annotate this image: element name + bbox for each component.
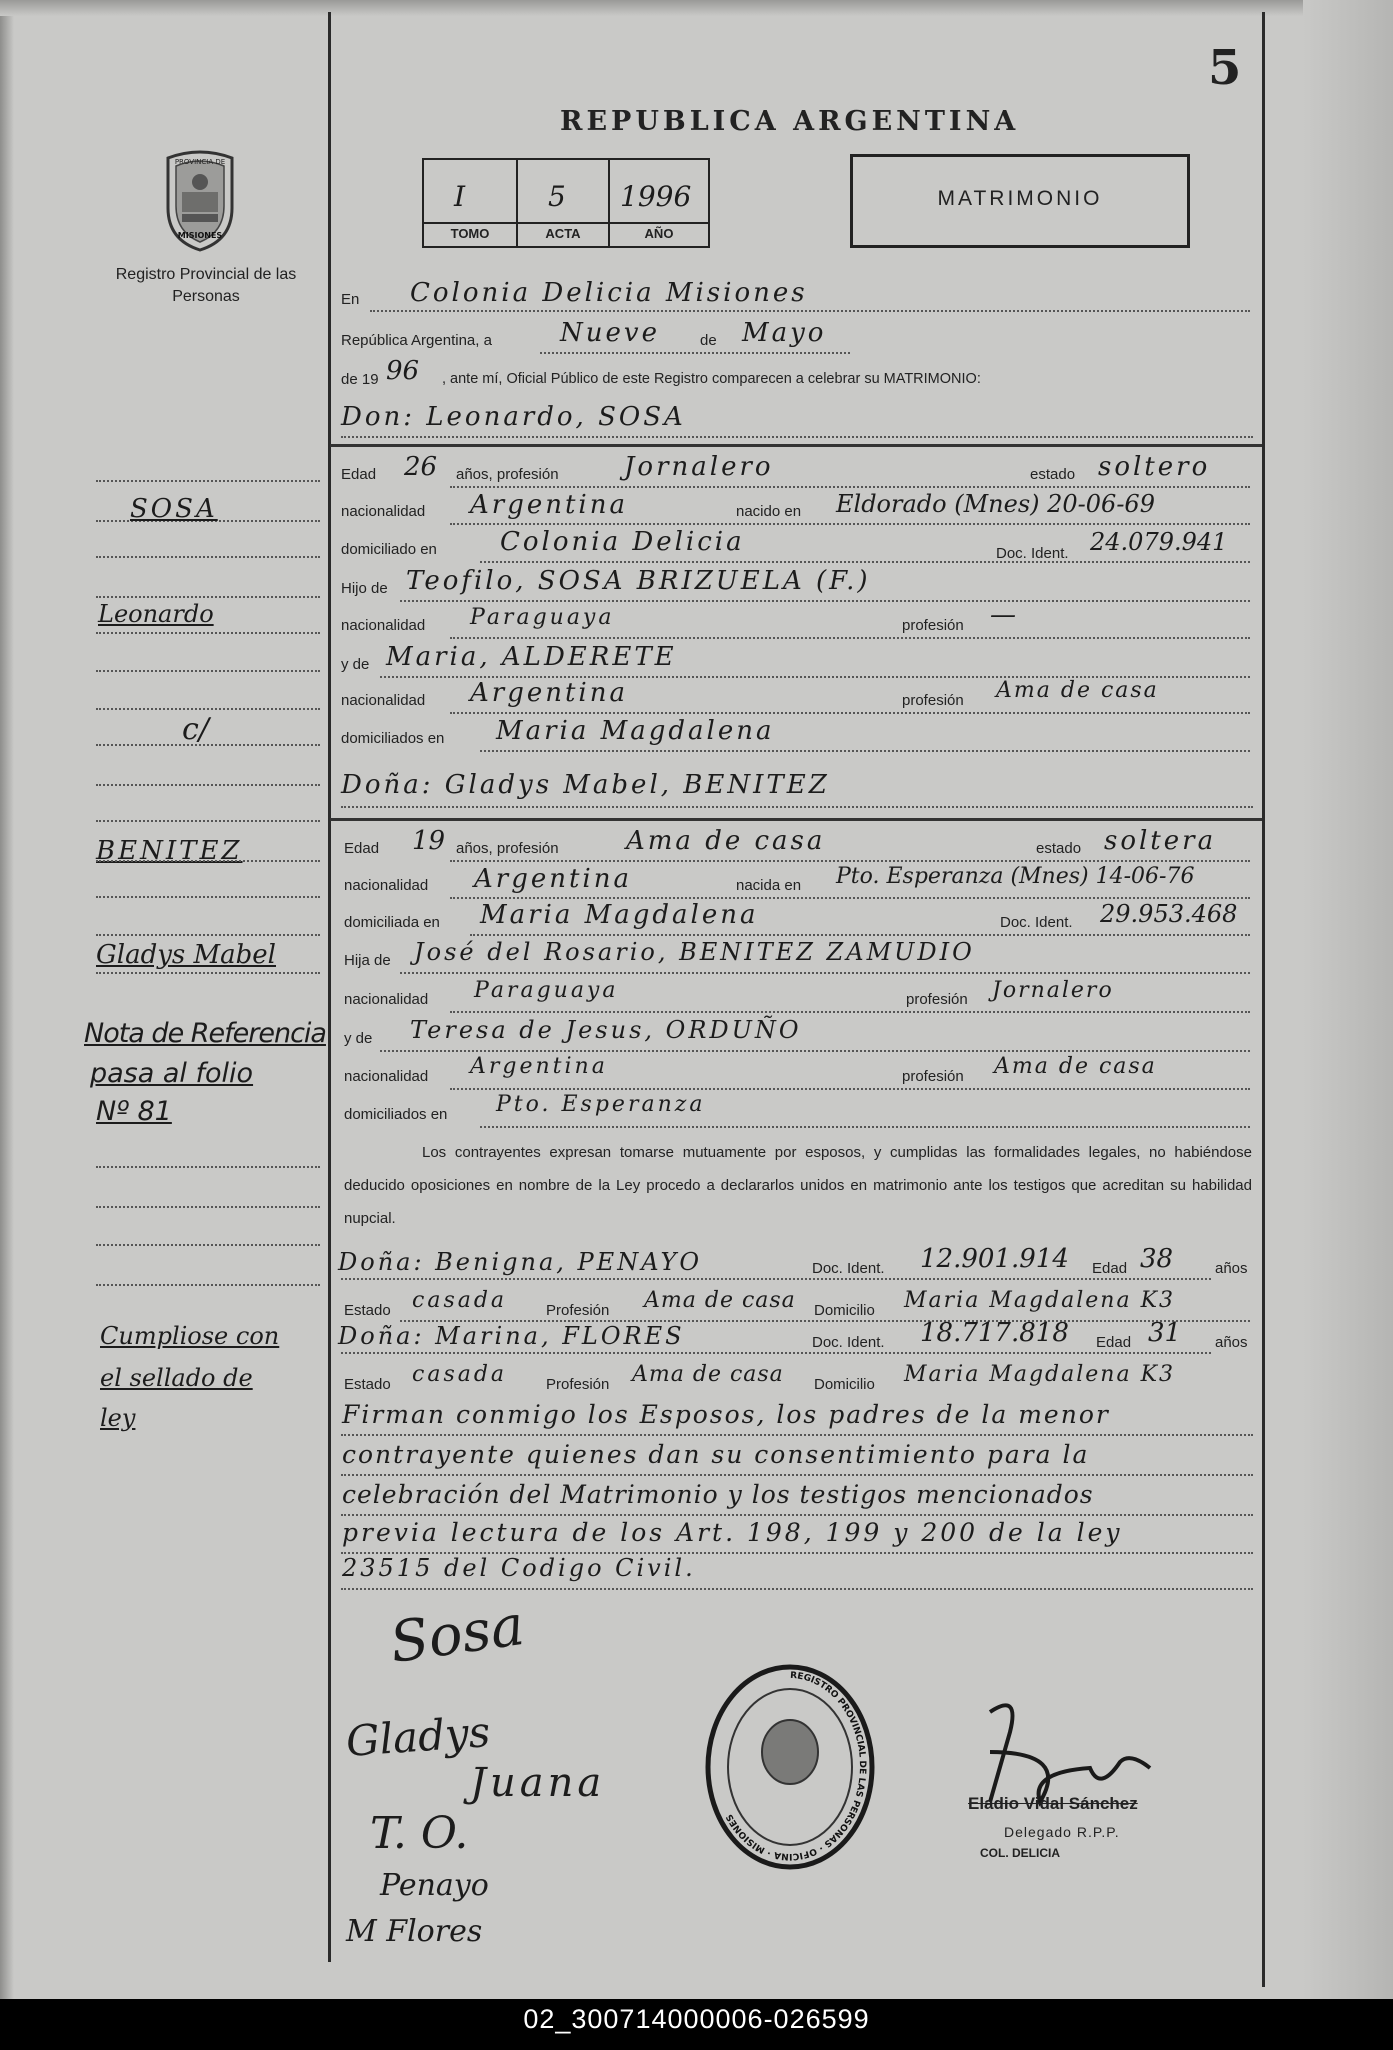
record-type-box: [850, 154, 1190, 248]
bride-edad-label: Edad: [344, 840, 380, 857]
groom-parents-domicilio: Maria Magdalena: [496, 716, 775, 746]
witness-1-profesion: Ama de casa: [644, 1288, 796, 1313]
margin-reference-note-1: Nota de Referencia: [84, 1018, 326, 1049]
section-rule-bride: [330, 818, 1262, 821]
bride-nacionalidad-label: nacionalidad: [344, 877, 429, 894]
groom-domiciliados-label: domiciliados en: [341, 730, 445, 747]
groom-domiciliado-label: domiciliado en: [341, 541, 437, 558]
bride-heading: Doña: Gladys Mabel, BENITEZ: [341, 770, 830, 800]
round-seal-text: REGISTRO PROVINCIAL DE LAS PERSONAS · OFICINA · MISIONES: [724, 1670, 867, 1862]
bride-father-nac-label: nacionalidad: [344, 991, 429, 1008]
witness-1-anos-label: años: [1215, 1260, 1248, 1277]
paper-edge-top: [0, 0, 1393, 16]
witness-1-profesion-label: Profesión: [546, 1302, 610, 1319]
official-round-seal-icon: [702, 1660, 878, 1874]
signature-bride: Gladys: [344, 1707, 492, 1766]
tomo-acta-anio-box: [422, 158, 710, 248]
signature-father: T. O.: [370, 1808, 469, 1859]
ceremony-place: Colonia Delicia Misiones: [410, 278, 808, 308]
bride-estado-label: estado: [1036, 840, 1082, 857]
groom-edad-label: Edad: [341, 466, 377, 483]
groom-estado: soltero: [1098, 452, 1211, 482]
groom-father-nacionalidad: Paraguaya: [470, 605, 615, 630]
acta-label: ACTA: [545, 226, 581, 241]
signature-groom: Sosa: [386, 1592, 529, 1677]
groom-mother-nac-label: nacionalidad: [341, 692, 426, 709]
ceremony-day: Nueve: [560, 318, 660, 348]
anio-value: 1996: [620, 180, 692, 213]
closing-line-2: contrayente quienes dan su consentimiento para la: [342, 1440, 1090, 1469]
paper-edge-right: [1303, 0, 1393, 1999]
official-place: COL. DELICIA: [980, 1846, 1060, 1860]
groom-father: Teofilo, SOSA BRIZUELA (F.): [406, 566, 871, 596]
witness-1-estado-label: Estado: [344, 1302, 391, 1319]
bride-profesion: Ama de casa: [626, 826, 826, 856]
groom-nacionalidad-label: nacionalidad: [341, 503, 426, 520]
margin-name-2: Gladys Mabel: [96, 940, 276, 970]
groom-profesion-label: años, profesión: [456, 466, 559, 483]
bride-parents-domicilio: Pto. Esperanza: [496, 1092, 706, 1117]
margin-stamp-note-3: ley: [100, 1404, 136, 1432]
groom-mother-nacionalidad: Argentina: [470, 678, 628, 708]
margin-surname-1: SOSA: [130, 494, 218, 524]
witness-2-domicilio: Maria Magdalena K3: [904, 1362, 1175, 1387]
groom-mother-profesion: Ama de casa: [996, 678, 1159, 703]
seal-bottom-text: MISIONES: [177, 231, 223, 240]
witness-2-doc-label: Doc. Ident.: [812, 1334, 885, 1351]
groom-estado-label: estado: [1030, 466, 1076, 483]
anio-label: AÑO: [644, 226, 674, 241]
bride-domiciliados-label: domiciliados en: [344, 1106, 448, 1123]
paper-edge-left: [0, 0, 14, 1999]
witness-1-domicilio: Maria Magdalena K3: [904, 1288, 1175, 1313]
groom-doc: 24.079.941: [1090, 528, 1228, 556]
groom-nacionalidad: Argentina: [470, 490, 628, 520]
scan-footer-id: 02_300714000006-026599: [523, 2004, 870, 2034]
bride-mother-nacionalidad: Argentina: [470, 1054, 608, 1079]
bride-nacida: Pto. Esperanza (Mnes) 14-06-76: [836, 864, 1195, 889]
bride-doc-label: Doc. Ident.: [1000, 914, 1073, 931]
intro-statement: , ante mí, Oficial Público de este Registro comparecen a celebrar su MATRIMONIO:: [442, 371, 981, 387]
country-heading: REPUBLICA ARGENTINA: [560, 106, 1020, 137]
tomo-value: I: [454, 180, 466, 213]
record-type: MATRIMONIO: [937, 187, 1103, 210]
bride-mother-prof-label: profesión: [902, 1068, 964, 1085]
declaration-paragraph: Los contrayentes expresan tomarse mutuamente por esposos, y cumplidas las formalidades legales, no habiéndose deducido oposiciones en nombre de la Ley procedo a declararlos unidos en matrimonio ante los testigos que acreditan su habilidad nupcial.: [344, 1144, 1252, 1227]
bride-domiciliada-label: domiciliada en: [344, 914, 440, 931]
witness-1-edad: 38: [1140, 1244, 1174, 1274]
margin-connector: c/: [182, 712, 209, 747]
bride-hija-label: Hija de: [344, 952, 391, 969]
groom-y-de-label: y de: [341, 656, 370, 673]
witness-2-doc: 18.717.818: [920, 1318, 1069, 1348]
page-number: 5: [1208, 40, 1242, 96]
acta-value: 5: [548, 180, 566, 213]
bride-nacionalidad: Argentina: [474, 864, 632, 894]
official-title: Delegado R.P.P.: [1004, 1824, 1120, 1840]
witness-2-domicilio-label: Domicilio: [814, 1376, 875, 1393]
bride-nacida-label: nacida en: [736, 877, 802, 894]
witness-2-profesion: Ama de casa: [632, 1362, 784, 1387]
margin-reference-note-2: pasa al folio: [90, 1058, 254, 1089]
official-name: Eladio Vidal Sánchez: [968, 1794, 1138, 1813]
signature-witness-2: M Flores: [346, 1914, 483, 1949]
witness-2-anos-label: años: [1215, 1334, 1248, 1351]
en-label: En: [341, 291, 360, 308]
closing-line-5: 23515 del Codigo Civil.: [342, 1554, 696, 1582]
closing-line-3: celebración del Matrimonio y los testigos mencionados: [342, 1480, 1094, 1509]
witness-2-estado-label: Estado: [344, 1376, 391, 1393]
groom-father-nac-label: nacionalidad: [341, 617, 426, 634]
closing-line-1: Firman conmigo los Esposos, los padres de la menor: [342, 1400, 1110, 1429]
ceremony-year-suffix: 96: [386, 356, 420, 386]
groom-mother-prof-label: profesión: [902, 692, 964, 709]
de19-label: de 19: [341, 371, 379, 388]
republica-label: República Argentina, a: [341, 332, 492, 349]
witness-1-domicilio-label: Domicilio: [814, 1302, 875, 1319]
bride-father-nacionalidad: Paraguaya: [474, 978, 619, 1003]
bride-mother: Teresa de Jesus, ORDUÑO: [410, 1016, 802, 1044]
bride-estado: soltera: [1104, 826, 1217, 856]
groom-edad: 26: [404, 452, 438, 482]
groom-father-prof-label: profesión: [902, 617, 964, 634]
bride-mother-profesion: Ama de casa: [994, 1054, 1157, 1079]
groom-father-profesion: —: [990, 600, 1016, 630]
registry-label: Registro Provincial de las Personas: [115, 266, 297, 305]
margin-reference-note-3: Nº 81: [96, 1096, 172, 1127]
witness-1-edad-label: Edad: [1092, 1260, 1128, 1277]
bride-y-de-label: y de: [344, 1030, 373, 1047]
seal-top-text: PROVINCIA DE: [174, 158, 226, 166]
witness-2-edad-label: Edad: [1096, 1334, 1132, 1351]
ceremony-month: Mayo: [742, 318, 827, 348]
closing-line-4: previa lectura de los Art. 198, 199 y 200 de la ley: [342, 1518, 1123, 1547]
groom-nacido: Eldorado (Mnes) 20-06-69: [836, 490, 1155, 518]
witness-2-estado: casada: [412, 1362, 508, 1387]
groom-heading: Don: Leonardo, SOSA: [341, 402, 686, 432]
groom-nacido-label: nacido en: [736, 503, 802, 520]
groom-hijo-label: Hijo de: [341, 580, 388, 597]
groom-profesion: Jornalero: [624, 452, 774, 482]
witness-2-name: Doña: Marina, FLORES: [338, 1322, 685, 1350]
margin-name-1: Leonardo: [98, 600, 214, 628]
bride-father-profesion: Jornalero: [992, 978, 1114, 1003]
margin-line: [328, 12, 331, 1962]
groom-doc-label: Doc. Ident.: [996, 545, 1069, 562]
bride-domicilio: Maria Magdalena: [480, 900, 759, 930]
witness-1-doc-label: Doc. Ident.: [812, 1260, 885, 1277]
margin-stamp-note-2: el sellado de: [100, 1364, 253, 1392]
right-border-line: [1262, 12, 1265, 1987]
section-rule-groom: [330, 444, 1262, 447]
witness-1-doc: 12.901.914: [920, 1244, 1069, 1274]
bride-mother-nac-label: nacionalidad: [344, 1068, 429, 1085]
witness-2-profesion-label: Profesión: [546, 1376, 610, 1393]
de-label: de: [700, 332, 717, 349]
witness-1-name: Doña: Benigna, PENAYO: [338, 1248, 703, 1276]
witness-1-estado: casada: [412, 1288, 508, 1313]
province-seal-icon: [158, 148, 242, 252]
bride-edad: 19: [412, 826, 446, 856]
margin-surname-2: BENITEZ: [96, 836, 243, 866]
signature-parent: Juana: [470, 1760, 606, 1806]
bride-doc: 29.953.468: [1100, 900, 1238, 928]
tomo-label: TOMO: [450, 226, 490, 241]
signature-witness-1: Penayo: [380, 1868, 489, 1903]
bride-profesion-label: años, profesión: [456, 840, 559, 857]
bride-father: José del Rosario, BENITEZ ZAMUDIO: [414, 938, 975, 966]
groom-mother: Maria, ALDERETE: [386, 642, 677, 672]
witness-2-edad: 31: [1148, 1318, 1182, 1348]
groom-domicilio: Colonia Delicia: [500, 527, 745, 557]
bride-father-prof-label: profesión: [906, 991, 968, 1008]
margin-stamp-note-1: Cumpliose con: [100, 1322, 280, 1350]
